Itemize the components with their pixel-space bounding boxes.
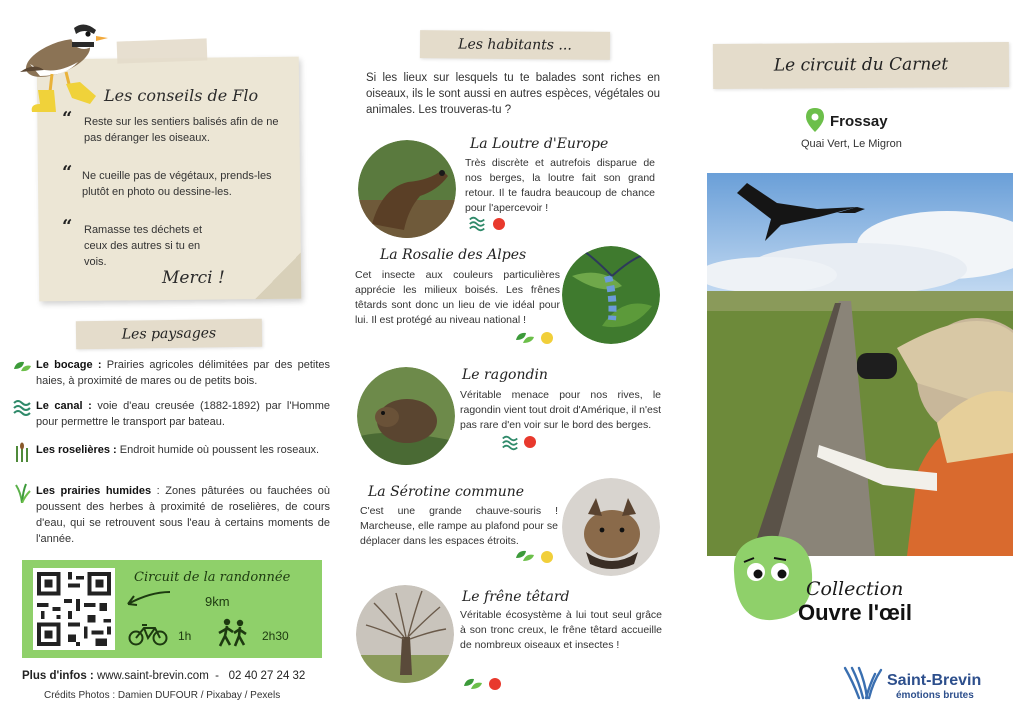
- paysage-canal: [12, 398, 330, 430]
- qr-code-icon[interactable]: [33, 568, 115, 650]
- species-title-serotine: La Sérotine commune: [368, 484, 525, 500]
- status-dot-red: [493, 218, 505, 230]
- conseils-title: Les conseils de Flo: [104, 86, 259, 105]
- plus-infos: [22, 670, 305, 682]
- species-title-frene: Le frêne têtard: [462, 589, 570, 605]
- walk-time: 2h30: [262, 629, 289, 643]
- paysage-roselieres: [12, 442, 330, 458]
- tip-2-text: Ne cueille pas de végétaux, prends-les plutôt en photo ou dessine-les.: [82, 170, 272, 198]
- tip-1-text: Reste sur les sentiers balisés afin de ne pas déranger les oiseaux.: [84, 116, 279, 144]
- habitants-band: [420, 30, 610, 60]
- leaves-icon: [514, 330, 536, 346]
- leaves-icon: [12, 357, 32, 377]
- leaves-icon: [462, 676, 484, 692]
- place-name: Quai Vert, Le Migron: [801, 138, 902, 150]
- bike-time: 1h: [178, 629, 192, 643]
- species-text-ragondin: Véritable menace pour nos rives, le ragondin vient tout droit d'Amérique, il n'est pas rare d'en voir sur le bord des berges.: [460, 389, 661, 431]
- tip-3-text: Ramasse tes déchets et ceux des autres si tu en vois.: [84, 224, 203, 268]
- bocage-text: Prairies agricoles délimitées par des petites haies, à proximité de mares ou de petits bois.: [36, 359, 330, 387]
- paysages-band: [76, 319, 262, 350]
- plus-infos-label: Plus d'infos :: [22, 670, 94, 682]
- paysages-title: Les paysages: [121, 325, 217, 343]
- water-waves-icon: [500, 434, 520, 452]
- carnet-band: [713, 42, 1009, 89]
- roselieres-term: Les roselières :: [36, 444, 117, 456]
- paysage-prairies: [12, 483, 330, 547]
- species-text-loutre: Très discrète et autrefois disparue de nos berges, la loutre fait son grand retour. Il te faudra beaucoup de chance pour l'apercevoir !: [465, 157, 655, 214]
- rando-distance: 9km: [205, 594, 230, 609]
- tip-3: [62, 216, 203, 270]
- species-title-ragondin: Le ragondin: [462, 367, 548, 383]
- species-text-rosalie: Cet insecte aux couleurs particulières apprécie les milieux boisés. Les frênes têtards sont donc un lieu de vie idéal pour lui. Il est protégé au niveau national !: [355, 269, 560, 326]
- status-dot-red: [524, 436, 536, 448]
- merci-text: Merci !: [162, 268, 225, 288]
- frene-photo: [356, 585, 454, 683]
- bike-icon: [128, 622, 168, 646]
- quote-icon: “: [62, 216, 73, 237]
- quote-icon: “: [62, 162, 73, 183]
- plover-mascot-icon: [10, 12, 110, 112]
- quote-icon: “: [62, 108, 73, 129]
- brand-tagline: émotions brutes: [896, 690, 974, 701]
- species-text-serotine: C'est une grande chauve-souris ! Marcheuse, elle rampe au plafond pour se déplacer dans les espaces étroits.: [360, 505, 558, 547]
- paysage-bocage: [12, 357, 330, 389]
- hikers-icon: [215, 618, 251, 648]
- brand-name: Saint-Brevin: [887, 672, 982, 689]
- circuit-title: Le circuit du Carnet: [773, 54, 949, 76]
- saint-brevin-logo-icon: [843, 664, 883, 700]
- arrow-icon: [122, 588, 172, 610]
- town-name: Frossay: [830, 113, 888, 130]
- species-title-loutre: La Loutre d'Europe: [470, 136, 609, 152]
- status-dot-yellow: [541, 551, 553, 563]
- reeds-icon: [12, 442, 32, 462]
- ragondin-photo: [357, 367, 455, 465]
- habitants-intro: Si les lieux sur lesquels tu te balades sont riches en oiseaux, ils le sont aussi en autres espèces, végétales ou animales. Les trouveras-tu ?: [366, 72, 660, 116]
- canal-text: voie d'eau creusée (1882-1892) par l'Homme pour permettre le transport par bateau.: [36, 400, 330, 428]
- location-pin-icon: [806, 108, 824, 132]
- status-dot-red: [489, 678, 501, 690]
- otter-photo: [358, 140, 456, 238]
- species-text-frene: Véritable écosystème à lui tout seul grâce à son tronc creux, le frêne têtard accueille de nombreux oiseaux et insectes !: [460, 609, 662, 651]
- note-tape: [117, 38, 208, 63]
- species-title-rosalie: La Rosalie des Alpes: [380, 247, 527, 263]
- rando-title: Circuit de la randonnée: [134, 570, 291, 585]
- water-waves-icon: [467, 215, 487, 233]
- prairies-term: Les prairies humides: [36, 485, 152, 497]
- leaves-icon: [514, 548, 536, 564]
- tip-1: [62, 108, 284, 146]
- habitants-title: Les habitants ...: [458, 36, 572, 54]
- roselieres-text: Endroit humide où poussent les roseaux.: [116, 444, 320, 456]
- serotine-photo: [562, 478, 660, 576]
- tip-2: [62, 162, 284, 200]
- grass-icon: [12, 483, 32, 503]
- collection-name: Ouvre l'œil: [798, 600, 913, 625]
- photo-credits: Crédits Photos : Damien DUFOUR / Pixabay / Pexels: [44, 690, 281, 701]
- water-waves-icon: [12, 398, 32, 418]
- plus-infos-text[interactable]: www.saint-brevin.com - 02 40 27 24 32: [93, 670, 306, 682]
- status-dot-yellow: [541, 332, 553, 344]
- rosalie-photo: [562, 246, 660, 344]
- main-photo: [707, 173, 1013, 556]
- canal-term: Le canal :: [36, 400, 92, 412]
- bocage-term: Le bocage :: [36, 359, 102, 371]
- collection-label: Collection: [806, 578, 904, 600]
- prairies-text: : Zones pâturées ou fauchées où poussent des herbes à proximité de roselières, de cours d'eau, qui se retrouvent sous l'eau à certains moments de l'année.: [36, 485, 330, 545]
